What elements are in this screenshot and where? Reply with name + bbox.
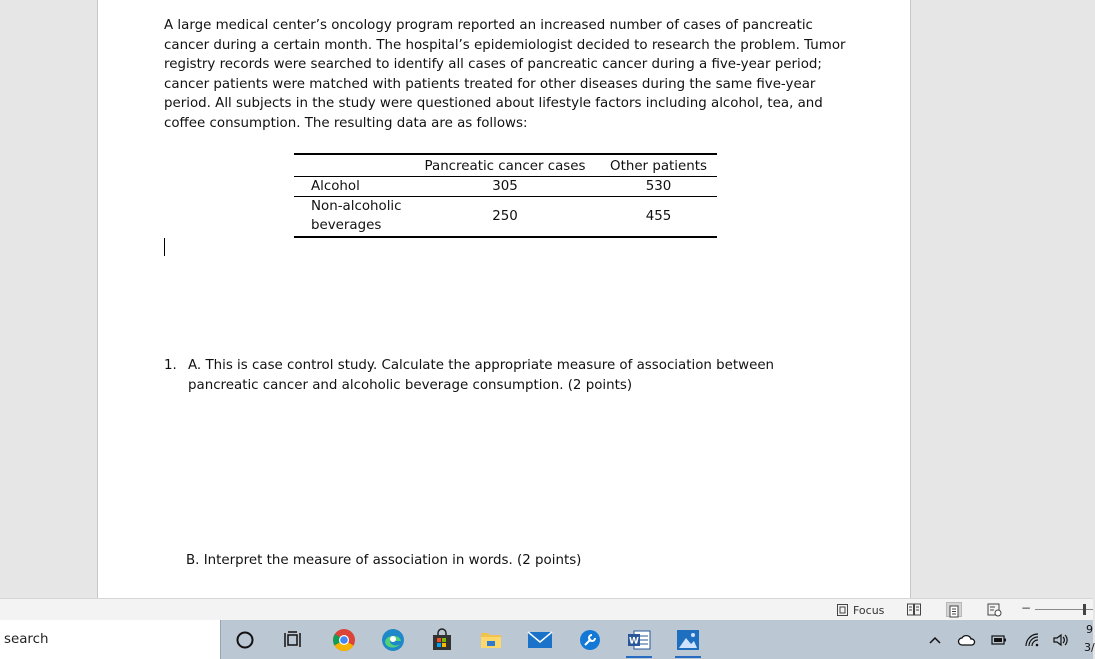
wifi-icon <box>1024 633 1040 647</box>
table-row <box>294 176 717 196</box>
taskbar <box>0 620 1093 659</box>
chrome-button[interactable] <box>327 624 361 656</box>
question-b-text: B. Interpret the measure of association in words. (2 points) <box>186 553 582 568</box>
table-row <box>294 196 717 237</box>
focus-mode-button[interactable] <box>836 601 884 619</box>
photos-icon <box>676 629 700 651</box>
task-view-icon <box>283 630 303 650</box>
store-button[interactable] <box>425 624 459 656</box>
question-1-number: 1. <box>164 358 177 373</box>
table-header-others: Other patients <box>600 154 717 176</box>
cortana-circle-icon <box>235 630 255 650</box>
table-header-blank <box>294 154 410 176</box>
task-view-button[interactable] <box>276 624 310 656</box>
svg-text:W: W <box>629 636 639 647</box>
cell-cases: 250 <box>410 196 600 237</box>
mail-icon <box>527 630 553 650</box>
print-layout-icon[interactable] <box>946 602 962 617</box>
photos-button[interactable] <box>671 624 705 656</box>
table-header-cases: Pancreatic cancer cases <box>410 154 600 176</box>
settings-tool-button[interactable] <box>573 624 607 656</box>
wifi-tray-button[interactable] <box>1023 631 1041 649</box>
volume-icon <box>1052 633 1070 647</box>
cortana-button[interactable] <box>228 624 262 656</box>
focus-icon <box>836 603 850 617</box>
battery-tray-button[interactable] <box>990 631 1008 649</box>
table-header-row <box>294 154 717 176</box>
edge-icon <box>381 628 405 652</box>
store-icon <box>431 629 453 651</box>
zoom-out-button[interactable]: − <box>1021 601 1032 615</box>
cell-others: 455 <box>600 196 717 237</box>
zoom-slider-thumb[interactable] <box>1083 604 1086 615</box>
intro-paragraph: A large medical center’s oncology program reported an increased number of cases of pancreatic cancer during a certain month. The hospital’s epidemiologist decided to research the problem. Tumor registry records were searched to identify all cases of pancreatic cancer during a five-year period; cancer patients were matched with patients treated for other diseases during the same five-year period. All subjects in the study were questioned about lifestyle factors including alcohol, tea, and coffee consumption. The resulting data are as follows: <box>164 18 846 131</box>
row-label: Non-alcoholic beverages <box>294 196 410 237</box>
volume-tray-button[interactable] <box>1052 631 1070 649</box>
read-mode-icon[interactable] <box>906 602 922 617</box>
word-icon <box>626 629 652 651</box>
taskbar-search-box[interactable] <box>0 620 221 659</box>
chrome-icon <box>332 628 356 652</box>
chevron-up-icon <box>929 635 941 645</box>
clock-time[interactable]: 9 <box>1086 623 1093 636</box>
onedrive-icon <box>958 633 976 647</box>
status-bar <box>0 598 1093 620</box>
file-explorer-button[interactable] <box>474 624 508 656</box>
clock-date[interactable]: 3/ <box>1084 641 1095 654</box>
document-page[interactable] <box>97 0 911 598</box>
search-label: search <box>4 632 49 647</box>
battery-icon <box>991 635 1007 645</box>
cell-others: 530 <box>600 176 717 196</box>
cell-cases: 305 <box>410 176 600 196</box>
row-label: Alcohol <box>294 176 410 196</box>
text-cursor <box>164 238 165 256</box>
word-button[interactable] <box>622 624 656 656</box>
edge-button[interactable] <box>376 624 410 656</box>
data-table <box>294 153 717 238</box>
onedrive-tray-button[interactable] <box>958 631 976 649</box>
mail-button[interactable] <box>523 624 557 656</box>
settings-wrench-icon <box>579 629 601 651</box>
web-layout-icon[interactable] <box>986 602 1002 617</box>
question-1-text: A. This is case control study. Calculate the appropriate measure of association between pancreatic cancer and alcoholic beverage consumption. (2 points) <box>188 358 775 393</box>
focus-label: Focus <box>853 603 885 617</box>
file-explorer-icon <box>479 629 503 651</box>
show-hidden-icons-button[interactable] <box>926 631 944 649</box>
